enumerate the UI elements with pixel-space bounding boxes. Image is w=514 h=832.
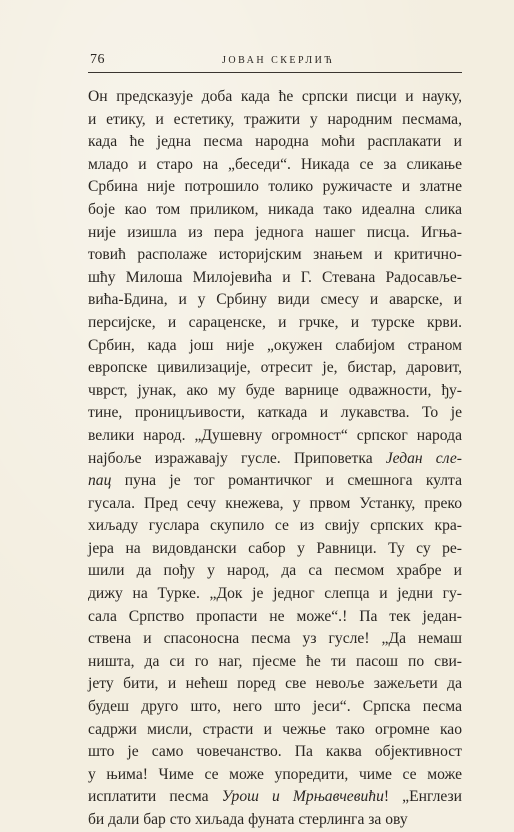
text-line: најбоље изражавају гусле. Приповетка Један сле- [88, 449, 462, 467]
text-line: товић располаже историјским знањем и критично- [88, 246, 462, 264]
text-line: ствена и спасоносна песма уз гусле! „Да немаш [88, 630, 462, 648]
text-line: боје као том приликом, никада тако идеална слика [88, 200, 462, 218]
text-line: Србина није потрошило толико ружичасте и златне [88, 178, 462, 196]
text-line: велики народ. „Душевну огромност“ српског народа [88, 426, 462, 444]
body-text [88, 86, 462, 832]
text-line: ништа, да си го наг, пјесме ће ти пасош по сви- [88, 652, 462, 670]
text-line: персијске, и сараценске, и грчке, и турске крви. [88, 313, 462, 331]
text-line: у њима! Чиме се може упоредити, чиме се може [88, 765, 462, 783]
text-line: би дали бар сто хиљада фуната стерлинга за ову [88, 811, 408, 828]
text-line: није изишла из пера једнога нашег писца. Игња- [88, 223, 462, 241]
text-line: младо и старо на „беседи“. Никада се за сликање [88, 155, 462, 173]
text-line: тине, проницљивости, каткада и лукавства. То је [88, 404, 462, 422]
text-line: чврст, јунак, ако му буде варнице одважности, ђу- [88, 381, 462, 399]
text-line: Он предсказује доба када ће српски писци и науку, [88, 88, 462, 105]
page-header [88, 52, 462, 74]
text-line: сала Српство пропасти не може“.! Па тек један- [88, 607, 462, 625]
text-line: када ће једна песма народна моћи расплакати и [88, 133, 462, 151]
text-line: европске цивилизације, отресит је, бистар, даровит, [88, 359, 462, 377]
text-line: хиљаду гуслара скупило се из свију српских кра- [88, 517, 462, 535]
text-line: шћу Милоша Милојевића и Г. Стевана Радосавље- [88, 268, 462, 286]
italic-title: Један сле- [385, 449, 462, 467]
text-line: јера на видовдански сабор у Равници. Ту су ре- [88, 539, 462, 557]
italic-title: Урош и Мрњавчевићи [221, 788, 384, 806]
text-line: гусала. Пред сечу кнежева, у првом Устанку, преко [88, 494, 462, 512]
page-number: 76 [90, 52, 105, 67]
text-line: исплатити песма Урош и Мрњавчевићи! „Енглези [88, 788, 462, 806]
text-line: што је само човечанство. Па каква објективност [88, 743, 462, 761]
text-line: и етику, и естетику, тражити у народним песмама, [88, 110, 462, 128]
text-line: Србин, када још није „окужен слабијом страном [88, 336, 462, 354]
text-line: јету бити, и нећеш поред све невоље зажељети да [88, 675, 462, 693]
text-line: будеш друго што, него што јеси“. Српска песма [88, 698, 462, 716]
italic-title: пац [88, 472, 112, 490]
text-line: дижу на Турке. „Док је једног слепца и једни гу- [88, 585, 462, 603]
text-line: садржи мисли, страсти и чежње тако огромне као [88, 720, 462, 738]
text-line: вића-Бдина, и у Србину види смесу и аварске, и [88, 291, 462, 309]
text-line: шили да пођу у народ, да са песмом храбре и [88, 562, 462, 580]
header-rule [88, 72, 462, 73]
text-line: пац пуна је тог романтичког и смешнога култа [88, 472, 462, 490]
running-head: ЈОВАН СКЕРЛИЋ [222, 55, 335, 66]
